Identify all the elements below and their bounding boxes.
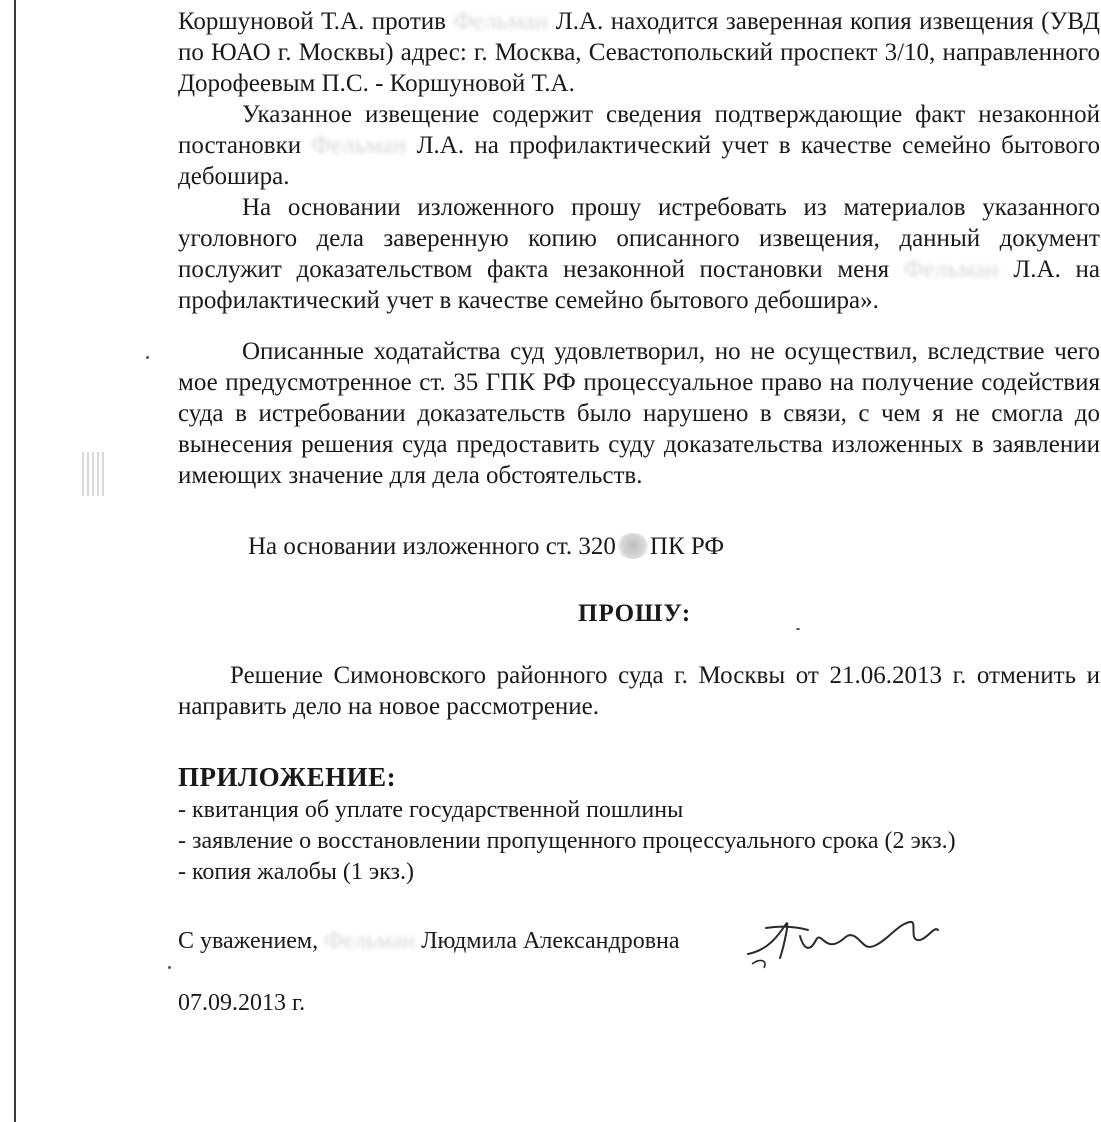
text-segment: На основании изложенного прошу истребовать из материалов указанного уголовного дела заверенную копию описанного извещения, данный документ послужит доказательством факта незаконной постановки меня: [178, 194, 1100, 283]
closing-greeting: С уважением,: [178, 928, 319, 954]
text-segment: Л.А. находится заверенная копия извещения (УВД по ЮАО г. Москвы) адрес: г. Москва, Севастопольский проспект 3/10, направленного Дорофеевым П.С. - Коршуновой Т.А.: [178, 8, 1100, 97]
text-segment: Описанные ходатайства суд удовлетворил, но не осуществил, вследствие чего мое предусмотренное ст. 35 ГПК РФ процессуальное право на получение содействия суда в истребовании доказательств было нарушено в связи, с чем я не смогла до вынесения решения суда предоставить суду доказательства изложенных в заявлении имеющих значение для дела обстоятельств.: [178, 338, 1100, 489]
text-segment: Коршуновой Т.А. против: [178, 8, 454, 35]
ink-blot: [616, 533, 650, 559]
appendix-item: - заявление о восстановлении пропущенного процессуального срока (2 экз.): [178, 828, 956, 854]
redacted-surname: Фельман: [453, 8, 549, 35]
redacted-surname: Фельман: [324, 928, 416, 954]
paragraph-2: [178, 99, 1100, 192]
paragraph-3: [178, 192, 1100, 316]
redacted-surname: Фельман: [311, 132, 407, 159]
legal-basis-code: ПК РФ: [649, 533, 725, 560]
appendix-item: - копия жалобы (1 экз.): [178, 859, 415, 885]
scan-speck: [146, 356, 149, 359]
request-heading: ПРОШУ:: [578, 600, 692, 627]
redacted-surname: Фельман: [903, 256, 999, 283]
text-segment: Л.А. на профилактический учет в качестве семейно бытового дебошира.: [178, 132, 1100, 190]
appendix-heading: ПРИЛОЖЕНИЕ:: [178, 762, 397, 792]
paragraph-1: [178, 6, 1100, 99]
signer-name: Людмила Александровна: [421, 928, 680, 954]
legal-basis-line: [248, 531, 1100, 562]
scan-left-edge-line: [14, 0, 16, 1122]
appendix-list: [178, 795, 1100, 888]
scan-smudge: [82, 452, 104, 496]
document-page: [178, 6, 1100, 1017]
document-date: 07.09.2013 г.: [178, 990, 306, 1016]
legal-basis-text: На основании изложенного ст. 320: [248, 533, 616, 560]
request-body: Решение Симоновского районного суда г. Москвы от 21.06.2013 г. отменить и направить дело на новое рассмотрение.: [178, 662, 1100, 720]
paragraph-4: [178, 336, 1100, 491]
text-segment: Указанное извещение содержит сведения подтверждающие факт незаконной постановки: [178, 101, 1100, 159]
appendix-item: - квитанция об уплате государственной пошлины: [178, 797, 684, 823]
text-segment: Л.А. на профилактический учет в качестве семейно бытового дебошира».: [178, 256, 1100, 314]
signature-line: [178, 928, 1100, 968]
scan-speck: [168, 966, 171, 969]
handwritten-signature: [738, 906, 958, 976]
